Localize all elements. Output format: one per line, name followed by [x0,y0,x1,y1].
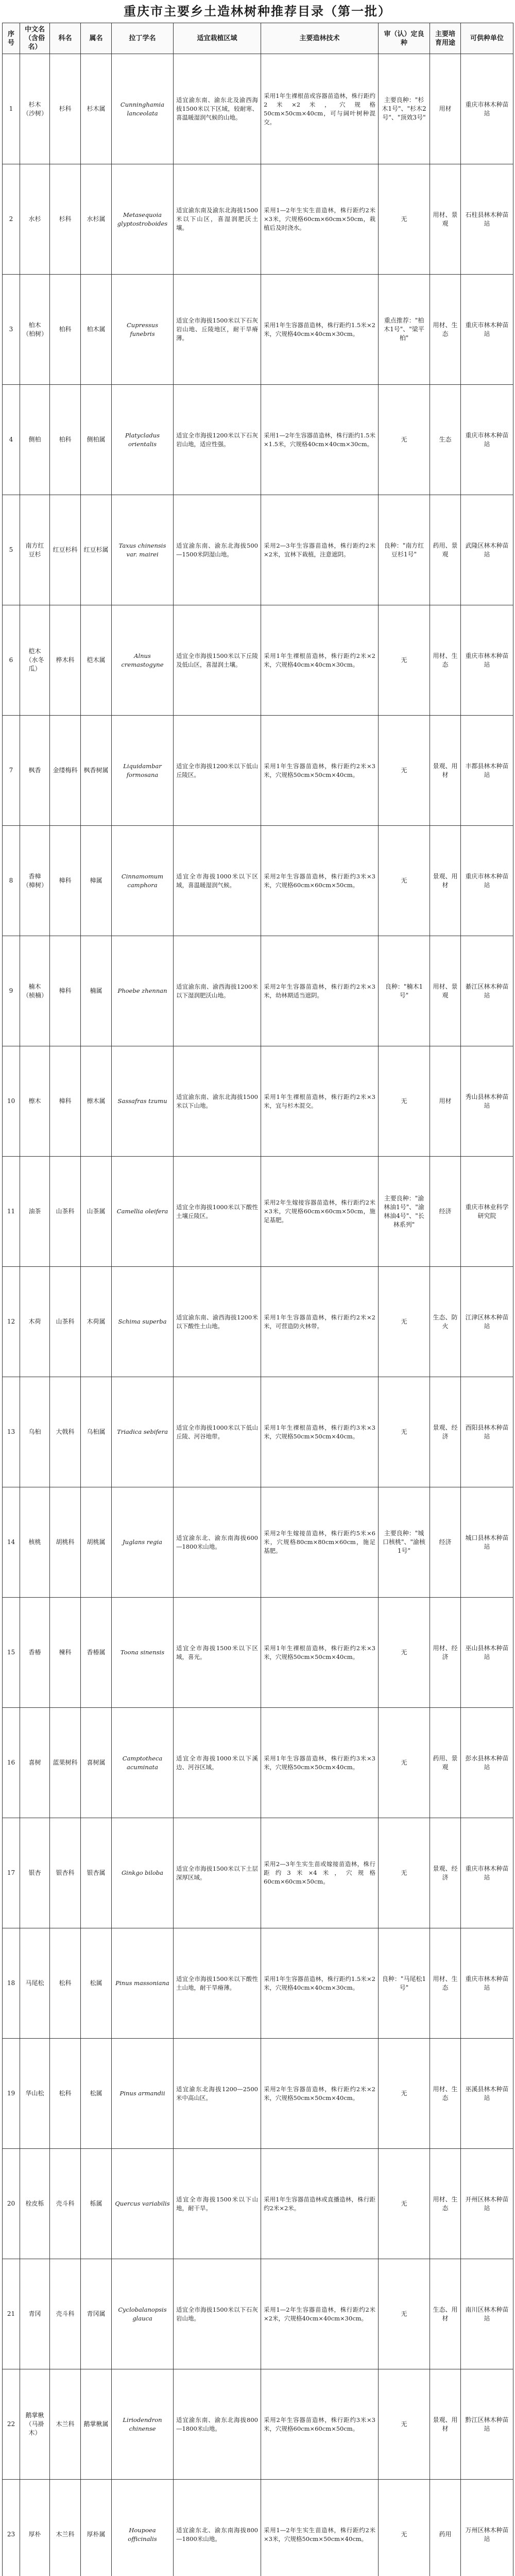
seed-supplier: 重庆市林木种苗站 [461,54,513,164]
family-name: 柏科 [50,275,81,385]
table-row [3,716,513,826]
cultivation-use: 用材、生态 [430,275,461,385]
afforestation-technique: 采用2年生容器苗造林，株行距约2米×3米，幼林期适当遮阴。 [261,936,379,1046]
seed-supplier: 南川区林木种苗站 [461,2259,513,2369]
planting-area: 适宜渝东南、渝东北及渝西海拔1500米以下区域，较耐寒、喜温暖湿润气候的山地。 [174,54,261,164]
row-number: 7 [3,716,20,826]
latin-name: Metasequoia glyptostroboides [112,164,174,275]
species-name: 乌桕 [20,1377,50,1487]
family-name: 山茶科 [50,1267,81,1377]
latin-name: Sassafras tzumu [112,1046,174,1157]
table-row [3,1267,513,1377]
row-number: 23 [3,2480,20,2576]
afforestation-technique: 采用2—3年生容器苗造林，株行距约2米×2米，宜林下栽植，注意遮阴。 [261,495,379,605]
seed-supplier: 黔江区林木种苗站 [461,2369,513,2480]
row-number: 11 [3,1157,20,1267]
approved-variety: 主要良种："城口核桃"、"渝核1号" [379,1487,430,1598]
family-name: 银杏科 [50,1818,81,1928]
row-number: 14 [3,1487,20,1598]
family-name: 壳斗科 [50,2259,81,2369]
table-row [3,495,513,605]
approved-variety: 无 [379,1377,430,1487]
row-number: 6 [3,605,20,716]
family-name: 樟科 [50,826,81,936]
seed-supplier: 重庆市林业科学研究院 [461,1157,513,1267]
genus-name: 青冈属 [81,2259,112,2369]
seed-supplier: 重庆市林木种苗站 [461,275,513,385]
planting-area: 适宜全市海拔1000米以下溪边、河谷区域。 [174,1708,261,1818]
afforestation-technique: 采用1—2年生实生苗造林，株行距约2米×3米，穴规格60cm×60cm×50cm，栽植后及时浇水。 [261,164,379,275]
row-number: 18 [3,1928,20,2039]
cultivation-use: 生态、用材 [430,2259,461,2369]
seed-supplier: 秀山县林木种苗站 [461,1046,513,1157]
row-number: 19 [3,2039,20,2149]
latin-name: Cupressus funebris [112,275,174,385]
family-name: 蓝果树科 [50,1708,81,1818]
afforestation-technique: 采用1年生裸根苗造林，株行距约2米×3米，穴规格50cm×50cm×40cm。 [261,1598,379,1708]
family-name: 胡桃科 [50,1487,81,1598]
seed-supplier: 丰都县林木种苗站 [461,716,513,826]
row-number: 3 [3,275,20,385]
planting-area: 适宜渝东南、渝东北海拔1500米以下山地。 [174,1046,261,1157]
table-row [3,275,513,385]
family-name: 红豆杉科 [50,495,81,605]
approved-variety: 无 [379,2149,430,2259]
afforestation-technique: 采用1年生裸根苗造林，株行距约3米×3米，穴规格50cm×50cm×40cm。 [261,1377,379,1487]
seed-supplier: 巫溪县林木种苗站 [461,2039,513,2149]
table-row [3,1928,513,2039]
row-number: 9 [3,936,20,1046]
approved-variety: 良种："马尾松1号" [379,1928,430,2039]
genus-name: 香椿属 [81,1598,112,1708]
latin-name: Quercus variabilis [112,2149,174,2259]
cultivation-use: 景观、经济 [430,1377,461,1487]
afforestation-technique: 采用1年生容器苗造林，株行距约1.5米×2米，穴规格40cm×40cm×30cm。 [261,275,379,385]
family-name: 杉科 [50,164,81,275]
row-number: 12 [3,1267,20,1377]
planting-area: 适宜全市海拔1000米以下低山丘陵、河谷地带。 [174,1377,261,1487]
species-name: 桤木（水冬瓜） [20,605,50,716]
family-name: 山茶科 [50,1157,81,1267]
family-name: 杉科 [50,54,81,164]
family-name: 木兰科 [50,2480,81,2576]
seed-supplier: 綦江区林木种苗站 [461,936,513,1046]
cultivation-use: 用材 [430,1046,461,1157]
cultivation-use: 用材、生态 [430,2149,461,2259]
family-name: 楝科 [50,1598,81,1708]
latin-name: Taxus chinensis var. mairei [112,495,174,605]
table-header-row [3,23,513,54]
planting-area: 适宜渝东南、渝东北海拔800—1800米山地。 [174,2369,261,2480]
header-cell: 拉丁学名 [112,23,174,54]
planting-area: 适宜渝东北、渝东南海拔600—1800米山地。 [174,1487,261,1598]
table-row [3,2149,513,2259]
planting-area: 适宜渝东北海拔1200—2500米中高山区。 [174,2039,261,2149]
family-name: 松科 [50,2039,81,2149]
afforestation-technique: 采用1年生容器苗造林，株行距约3米×3米，穴规格50cm×50cm×40cm。 [261,1708,379,1818]
species-name: 柏木（柏树） [20,275,50,385]
cultivation-use: 用材 [430,54,461,164]
planting-area: 适宜全市海拔1500米以下山地，耐干旱。 [174,2149,261,2259]
header-cell: 主要造林技术 [261,23,379,54]
approved-variety: 无 [379,1598,430,1708]
planting-area: 适宜全市海拔1500米以下酸性土山地，耐干旱瘠薄。 [174,1928,261,2039]
species-name: 华山松 [20,2039,50,2149]
table-row [3,1818,513,1928]
latin-name: Juglans regia [112,1487,174,1598]
latin-name: Phoebe zhennan [112,936,174,1046]
afforestation-technique: 采用2年生容器苗造林，株行距约3米×3米，穴规格60cm×60cm×50cm。 [261,2369,379,2480]
family-name: 大戟科 [50,1377,81,1487]
latin-name: Cyclobalanopsis glauca [112,2259,174,2369]
afforestation-technique: 采用1—2年生容器苗造林，株行距约1.5米×1.5米，穴规格40cm×40cm×30cm。 [261,385,379,495]
species-name: 马尾松 [20,1928,50,2039]
latin-name: Platycladus orientalis [112,385,174,495]
cultivation-use: 景观、用材 [430,826,461,936]
header-cell: 可供种单位 [461,23,513,54]
planting-area: 适宜全市海拔1000米以下区域，喜温暖湿润气候。 [174,826,261,936]
latin-name: Camptotheca acuminata [112,1708,174,1818]
seed-supplier: 武隆区林木种苗站 [461,495,513,605]
afforestation-technique: 采用1年生裸根苗造林，株行距约2米×3米，宜与杉木混交。 [261,1046,379,1157]
latin-name: Liquidambar formosana [112,716,174,826]
afforestation-technique: 采用1年生裸根苗或容器苗造林，株行距约2米×2米，穴规格50cm×50cm×40cm，可与阔叶树种混交。 [261,54,379,164]
latin-name: Ginkgo biloba [112,1818,174,1928]
genus-name: 枫香树属 [81,716,112,826]
genus-name: 山茶属 [81,1157,112,1267]
afforestation-technique: 采用1—2年生容器苗造林，株行距约2米×2米，穴规格40cm×40cm×30cm。 [261,2259,379,2369]
table-row [3,1046,513,1157]
row-number: 5 [3,495,20,605]
species-name: 喜树 [20,1708,50,1818]
table-row [3,2480,513,2576]
afforestation-technique: 采用1年生容器苗造林，株行距约2米×2米，可营造防火林带。 [261,1267,379,1377]
cultivation-use: 用材、景观 [430,164,461,275]
latin-name: Camellia oleifera [112,1157,174,1267]
seed-supplier: 城口县林木种苗站 [461,1487,513,1598]
cultivation-use: 药用、景观 [430,495,461,605]
species-name: 香椿 [20,1598,50,1708]
row-number: 17 [3,1818,20,1928]
planting-area: 适宜全市海拔1500米以下丘陵及低山区，喜湿润土壤。 [174,605,261,716]
seed-supplier: 开州区林木种苗站 [461,2149,513,2259]
table-row [3,1598,513,1708]
afforestation-technique: 采用1年生容器苗造林，株行距约1.5米×2米，穴规格40cm×40cm×30cm。 [261,1928,379,2039]
table-row [3,2259,513,2369]
genus-name: 厚朴属 [81,2480,112,2576]
planting-area: 适宜全市海拔1500米以下土层深厚区域。 [174,1818,261,1928]
table-row [3,1377,513,1487]
genus-name: 松属 [81,1928,112,2039]
latin-name: Pinus massoniana [112,1928,174,2039]
row-number: 21 [3,2259,20,2369]
species-name: 楠木（桢楠） [20,936,50,1046]
genus-name: 楠属 [81,936,112,1046]
approved-variety: 主要良种："杉木1号"、"杉木2号"、"顶效3号" [379,54,430,164]
cultivation-use: 药用 [430,2480,461,2576]
seed-supplier: 重庆市林木种苗站 [461,1818,513,1928]
genus-name: 松属 [81,2039,112,2149]
seed-supplier: 重庆市林木种苗站 [461,1928,513,2039]
latin-name: Pinus armandii [112,2039,174,2149]
approved-variety: 主要良种："渝林油1号"、"渝林油4号"、"长林系列" [379,1157,430,1267]
approved-variety: 重点推荐："柏木1号"、"梁平柏" [379,275,430,385]
latin-name: Schima superba [112,1267,174,1377]
species-name: 侧柏 [20,385,50,495]
seed-supplier: 重庆市林木种苗站 [461,385,513,495]
cultivation-use: 生态、防火 [430,1267,461,1377]
approved-variety: 无 [379,2480,430,2576]
species-name: 杉木（沙树） [20,54,50,164]
approved-variety: 无 [379,1267,430,1377]
seed-supplier: 万州区林木种苗站 [461,2480,513,2576]
row-number: 16 [3,1708,20,1818]
row-number: 20 [3,2149,20,2259]
row-number: 8 [3,826,20,936]
species-name: 厚朴 [20,2480,50,2576]
row-number: 22 [3,2369,20,2480]
approved-variety: 无 [379,1818,430,1928]
cultivation-use: 用材、生态 [430,1928,461,2039]
seed-supplier: 石柱县林木种苗站 [461,164,513,275]
approved-variety: 无 [379,605,430,716]
header-cell: 属名 [81,23,112,54]
seed-supplier: 彭水县林木种苗站 [461,1708,513,1818]
cultivation-use: 用材、经济 [430,1598,461,1708]
cultivation-use: 经济 [430,1487,461,1598]
seed-supplier: 巫山县林木种苗站 [461,1598,513,1708]
table-row [3,54,513,164]
genus-name: 红豆杉属 [81,495,112,605]
afforestation-technique: 采用2—3年生实生苗或嫁接苗造林，株行距约3米×4米，穴规格60cm×60cm×50cm。 [261,1818,379,1928]
genus-name: 乌桕属 [81,1377,112,1487]
genus-name: 栎属 [81,2149,112,2259]
table-row [3,826,513,936]
species-name: 核桃 [20,1487,50,1598]
table-row [3,385,513,495]
species-name: 香樟（樟树） [20,826,50,936]
approved-variety: 无 [379,164,430,275]
species-name: 木荷 [20,1267,50,1377]
cultivation-use: 景观、经济 [430,1818,461,1928]
genus-name: 柏木属 [81,275,112,385]
header-cell: 科名 [50,23,81,54]
planting-area: 适宜全市海拔1500米以下区域，喜光。 [174,1598,261,1708]
species-name: 油茶 [20,1157,50,1267]
seed-supplier: 江津区林木种苗站 [461,1267,513,1377]
tree-species-table [2,23,513,2576]
seed-supplier: 重庆市林木种苗站 [461,826,513,936]
header-cell: 中文名（含俗名） [20,23,50,54]
planting-area: 适宜全市海拔1200米以下低山丘陵区。 [174,716,261,826]
family-name: 樟科 [50,1046,81,1157]
family-name: 松科 [50,1928,81,2039]
table-row [3,1157,513,1267]
family-name: 木兰科 [50,2369,81,2480]
cultivation-use: 景观、用材 [430,2369,461,2480]
planting-area: 适宜渝东南、渝西海拔1200米以下湿润肥沃山地。 [174,936,261,1046]
species-name: 檫木 [20,1046,50,1157]
row-number: 4 [3,385,20,495]
latin-name: Alnus cremastogyne [112,605,174,716]
genus-name: 喜树属 [81,1708,112,1818]
table-row [3,164,513,275]
cultivation-use: 经济 [430,1157,461,1267]
cultivation-use: 用材、生态 [430,2039,461,2149]
table-row [3,936,513,1046]
planting-area: 适宜全市海拔1200米以下石灰岩山地，适应性强。 [174,385,261,495]
afforestation-technique: 采用2年生容器苗造林，株行距约3米×3米，穴规格60cm×60cm×50cm。 [261,826,379,936]
genus-name: 鹅掌楸属 [81,2369,112,2480]
afforestation-technique: 采用2年生嫁接苗造林，株行距约5米×6米，穴规格80cm×80cm×60cm，施足基肥。 [261,1487,379,1598]
cultivation-use: 生态 [430,385,461,495]
afforestation-technique: 采用2年生嫁接容器苗造林，株行距约2米×3米，穴规格60cm×60cm×50cm，施足基肥。 [261,1157,379,1267]
table-row [3,2039,513,2149]
species-name: 银杏 [20,1818,50,1928]
genus-name: 银杏属 [81,1818,112,1928]
latin-name: Liriodendron chinense [112,2369,174,2480]
genus-name: 桤木属 [81,605,112,716]
family-name: 壳斗科 [50,2149,81,2259]
approved-variety: 无 [379,716,430,826]
species-name: 水杉 [20,164,50,275]
genus-name: 檫木属 [81,1046,112,1157]
afforestation-technique: 采用1年生容器苗造林，株行距约2米×3米，穴规格50cm×50cm×40cm。 [261,716,379,826]
afforestation-technique: 采用2年生容器苗造林，株行距约2米×2米，穴规格50cm×50cm×40cm。 [261,2039,379,2149]
row-number: 2 [3,164,20,275]
approved-variety: 良种："南方红豆杉1号" [379,495,430,605]
cultivation-use: 用材、景观 [430,936,461,1046]
row-number: 13 [3,1377,20,1487]
species-name: 南方红豆杉 [20,495,50,605]
species-name: 栓皮栎 [20,2149,50,2259]
table-row [3,2369,513,2480]
species-name: 枫香 [20,716,50,826]
afforestation-technique: 采用1年生裸根苗造林，株行距约2米×2米，穴规格40cm×40cm×30cm。 [261,605,379,716]
approved-variety: 良种："楠木1号" [379,936,430,1046]
approved-variety: 无 [379,2369,430,2480]
species-name: 鹅掌楸（马褂木） [20,2369,50,2480]
afforestation-technique: 采用1年生容器苗造林或直播造林，株行距约2米×2米。 [261,2149,379,2259]
row-number: 1 [3,54,20,164]
family-name: 金缕梅科 [50,716,81,826]
planting-area: 适宜全市海拔1500米以下石灰岩山地、丘陵地区，耐干旱瘠薄。 [174,275,261,385]
header-cell: 审（认）定良种 [379,23,430,54]
planting-area: 适宜全市海拔1000米以下酸性土壤丘陵区。 [174,1157,261,1267]
planting-area: 适宜渝东南、渝西海拔1200米以下酸性土山地。 [174,1267,261,1377]
approved-variety: 无 [379,826,430,936]
cultivation-use: 景观、用材 [430,716,461,826]
table-row [3,1708,513,1818]
header-cell: 主要培育用途 [430,23,461,54]
family-name: 桦木科 [50,605,81,716]
cultivation-use: 药用、景观 [430,1708,461,1818]
seed-supplier: 酉阳县林木种苗站 [461,1377,513,1487]
table-row [3,1487,513,1598]
seed-supplier: 重庆市林木种苗站 [461,605,513,716]
approved-variety: 无 [379,1708,430,1818]
genus-name: 水杉属 [81,164,112,275]
latin-name: Toona sinensis [112,1598,174,1708]
planting-area: 适宜渝东南、渝东北海拔500—1500米阴湿山地。 [174,495,261,605]
afforestation-technique: 采用1—2年生实生苗造林，株行距约2米×3米，穴规格50cm×50cm×40cm。 [261,2480,379,2576]
document-title: 重庆市主要乡土造林树种推荐目录（第一批） [124,4,391,19]
approved-variety: 无 [379,385,430,495]
latin-name: Triadica sebifera [112,1377,174,1487]
family-name: 柏科 [50,385,81,495]
planting-area: 适宜全市海拔1500米以下石灰岩山地。 [174,2259,261,2369]
header-cell: 序号 [3,23,20,54]
genus-name: 樟属 [81,826,112,936]
species-name: 青冈 [20,2259,50,2369]
genus-name: 杉木属 [81,54,112,164]
planting-area: 适宜渝东北、渝东南海拔800—1800米山地。 [174,2480,261,2576]
genus-name: 侧柏属 [81,385,112,495]
genus-name: 胡桃属 [81,1487,112,1598]
row-number: 10 [3,1046,20,1157]
planting-area: 适宜渝东南及渝东北海拔1500米以下山区，喜湿润肥沃土壤。 [174,164,261,275]
cultivation-use: 用材、生态 [430,605,461,716]
family-name: 樟科 [50,936,81,1046]
approved-variety: 无 [379,1046,430,1157]
genus-name: 木荷属 [81,1267,112,1377]
row-number: 15 [3,1598,20,1708]
approved-variety: 无 [379,2039,430,2149]
table-body [3,54,513,2576]
table-row [3,605,513,716]
latin-name: Cunninghamia lanceolata [112,54,174,164]
latin-name: Houpoea officinalis [112,2480,174,2576]
approved-variety: 无 [379,2259,430,2369]
latin-name: Cinnamomum camphora [112,826,174,936]
header-cell: 适宜栽植区域 [174,23,261,54]
